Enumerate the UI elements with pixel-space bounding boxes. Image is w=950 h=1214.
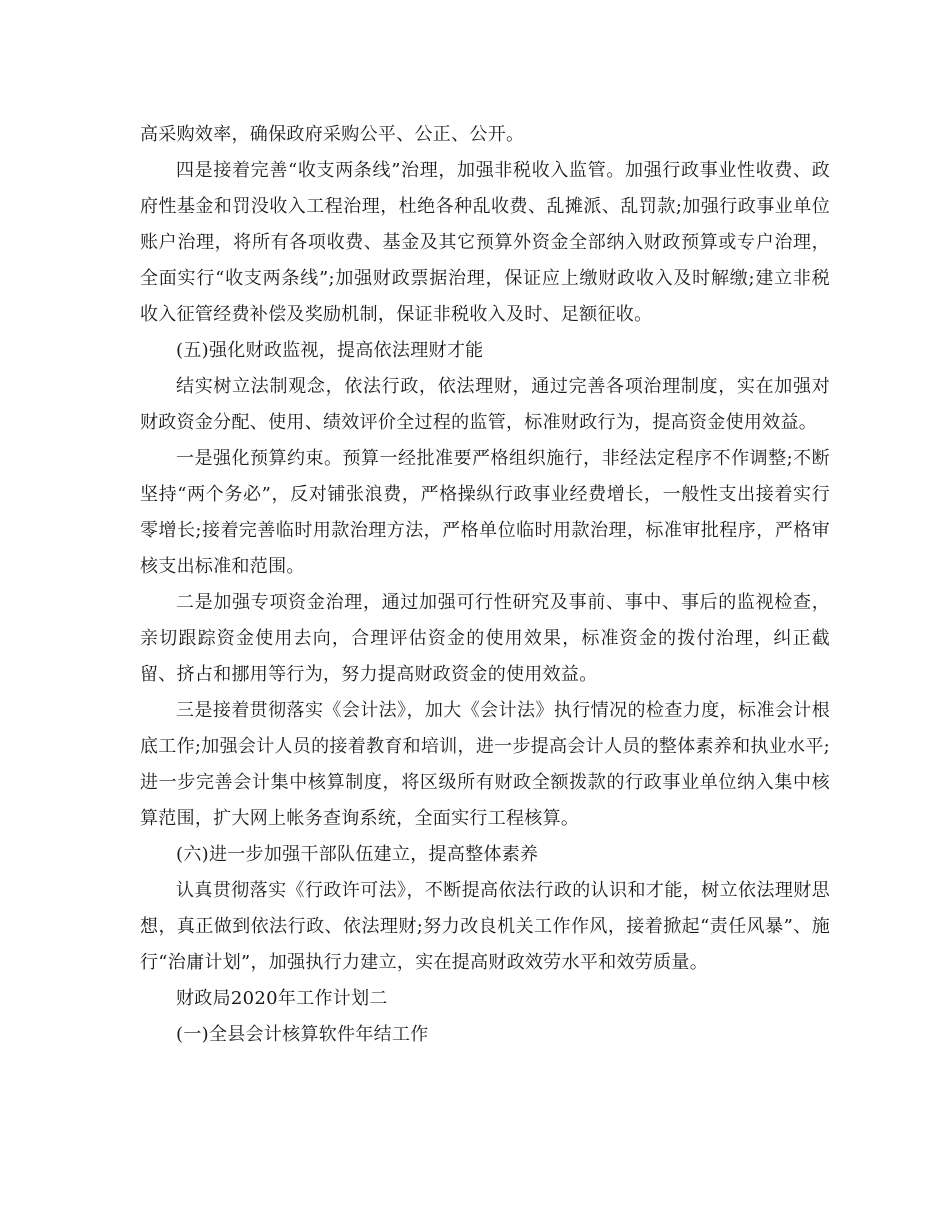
section-heading-1: (一)全县会计核算软件年结工作 [176, 1024, 429, 1045]
paragraph-legal-concept: 结实树立法制观念，依法行政，依法理财，通过完善各项治理制度，实在加强对财政资金分配、使用、绩效评价全过程的监管，标准财政行为，提高资金使用效益。 [140, 376, 830, 433]
section-heading-6: (六)进一步加强干部队伍建立，提高整体素养 [176, 844, 539, 865]
document-subtitle: 财政局2020年工作计划二 [176, 988, 388, 1009]
paragraph-revenue-expenditure: 四是接着完善“收支两条线”治理，加强非税收入监管。加强行政事业性收费、政府性基金和罚没收入工程治理，杜绝各种乱收费、乱摊派、乱罚款;加强行政事业单位账户治理，将所有各项收费、基金及其它预算外资金全部纳入财政预算或专户治理，全面实行“收支两条线”;加强财政票据治理，保证应上缴财政收入及时解缴;建立非税收入征管经费补偿及奖励机制，保证非税收入及时、足额征收。 [140, 160, 830, 325]
paragraph-procurement-end: 高采购效率，确保政府采购公平、公正、公开。 [140, 124, 525, 145]
document-body [140, 117, 830, 1053]
paragraph-accounting-law: 三是接着贯彻落实《会计法》，加大《会计法》执行情况的检查力度，标准会计根底工作;加强会计人员的接着教育和培训，进一步提高会计人员的整体素养和执业水平;进一步完善会计集中核算制度，将区级所有财政全额拨款的行政事业单位纳入集中核算范围，扩大网上帐务查询系统，全面实行工程核算。 [140, 700, 830, 829]
paragraph-administrative-license: 认真贯彻落实《行政许可法》，不断提高依法行政的认识和才能，树立依法理财思想，真正做到依法行政、依法理财;努力改良机关工作作风，接着掀起“责任风暴”、施行“治庸计划”，加强执行力建立，实在提高财政效劳水平和效劳质量。 [140, 880, 830, 973]
paragraph-budget-constraint: 一是强化预算约束。预算一经批准要严格组织施行，非经法定程序不作调整;不断坚持“两个务必”，反对铺张浪费，严格操纵行政事业经费增长，一般性支出接着实行零增长;接着完善临时用款治理方法，严格单位临时用款治理，标准审批程序，严格审核支出标准和范围。 [140, 448, 830, 577]
paragraph-special-funds: 二是加强专项资金治理，通过加强可行性研究及事前、事中、事后的监视检查，亲切跟踪资金使用去向，合理评估资金的使用效果，标准资金的拨付治理，纠正截留、挤占和挪用等行为，努力提高财政资金的使用效益。 [140, 592, 830, 685]
section-heading-5: (五)强化财政监视，提高依法理财才能 [176, 340, 484, 361]
